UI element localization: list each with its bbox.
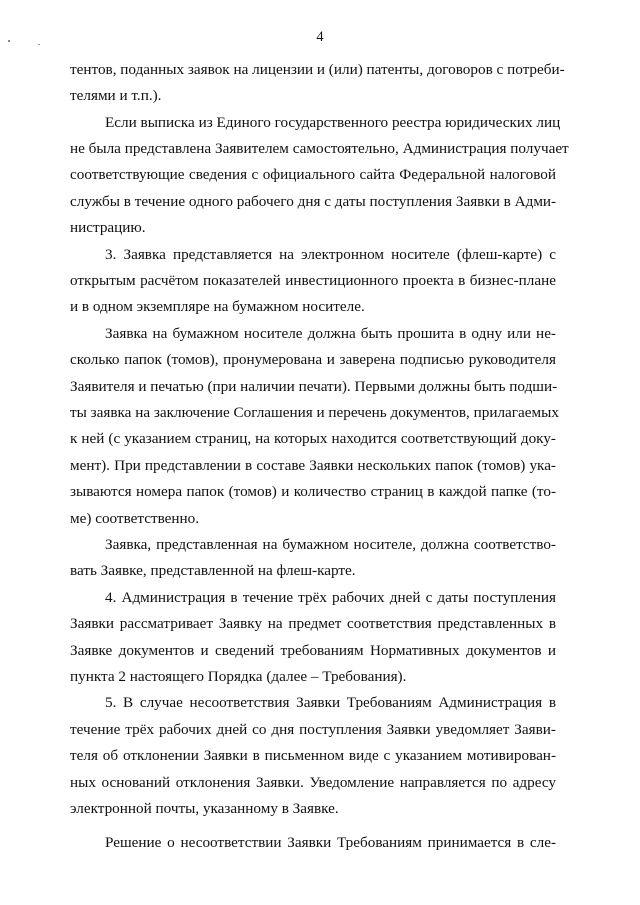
text-line: открытым расчётом показателей инвестиционного проекта в бизнес-плане — [70, 272, 556, 289]
text-line: телями и т.п.). — [70, 87, 162, 104]
text-line: соответствующие сведения с официального сайта Федеральной налоговой — [70, 166, 556, 183]
paragraph-first-line: Заявка на бумажном носителе должна быть прошита в одну или не- — [105, 325, 556, 342]
text-line: пункта 2 настоящего Порядка (далее – Требования). — [70, 668, 407, 685]
text-line: ты заявка на заключение Соглашения и перечень документов, прилагаемых — [70, 404, 559, 421]
text-line: тентов, поданных заявок на лицензии и (или) патенты, договоров с потреби- — [70, 61, 565, 78]
paragraph-first-line: Если выписка из Единого государственного реестра юридических лиц — [105, 114, 561, 131]
text-line: не была представлена Заявителем самостоятельно, Администрация получает — [70, 140, 569, 157]
text-line: ных оснований отклонения Заявки. Уведомление направляется по адресу — [70, 774, 556, 791]
text-line: вать Заявке, представленной на флеш-карте. — [70, 562, 356, 579]
page-number: 4 — [316, 29, 324, 45]
text-line: ме) соответственно. — [70, 510, 200, 527]
text-line: Заявителя и печатью (при наличии печати). Первыми должны быть подши- — [70, 378, 558, 395]
text-line: теля об отклонении Заявки в письменном виде с указанием мотивирован- — [70, 747, 556, 764]
text-line: к ней (с указанием страниц, на которых находится соответствующий доку- — [70, 430, 556, 447]
text-line: службы в течение одного рабочего дня с даты поступления Заявки в Адми- — [70, 193, 557, 210]
paragraph-first-line: 5. В случае несоответствия Заявки Требованиям Администрация в — [105, 694, 556, 711]
text-line: и в одном экземпляре на бумажном носителе. — [70, 298, 365, 315]
text-line: сколько папок (томов), пронумерована и заверена подписью руководителя — [70, 351, 556, 368]
text-line: течение трёх рабочих дней со дня поступления Заявки уведомляет Заяви- — [70, 721, 556, 738]
text-line: Заявки рассматривает Заявку на предмет соответствия представленных в — [70, 615, 556, 632]
text-line: нистрацию. — [70, 219, 146, 236]
paragraph-first-line: Решение о несоответствии Заявки Требованиям принимается в сле- — [105, 834, 556, 851]
text-line: мент). При представлении в составе Заявки нескольких папок (томов) ука- — [70, 457, 556, 474]
text-line: Заявке документов и сведений требованиям Нормативных документов и — [70, 642, 556, 659]
paragraph-first-line: 4. Администрация в течение трёх рабочих дней с даты поступления — [105, 589, 556, 606]
paragraph-first-line: 3. Заявка представляется на электронном носителе (флеш-карте) с — [105, 246, 556, 263]
paragraph-first-line: Заявка, представленная на бумажном носителе, должна соответство- — [105, 536, 556, 553]
text-line: электронной почты, указанному в Заявке. — [70, 800, 339, 817]
text-line: зываются номера папок (томов) и количество страниц в каждой папке (то- — [70, 483, 556, 500]
